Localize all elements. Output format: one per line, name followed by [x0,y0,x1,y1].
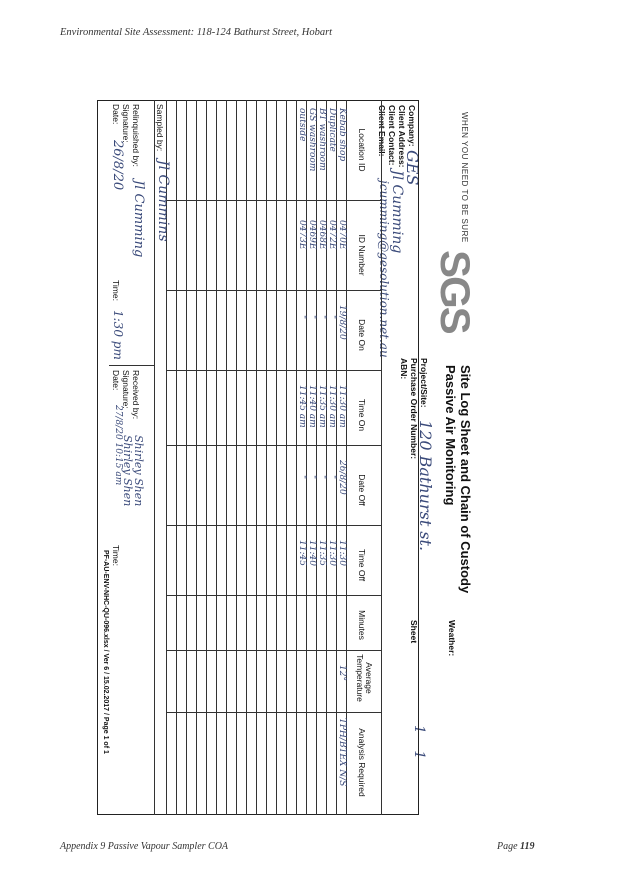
form-title-line1: Site Log Sheet and Chain of Custody [458,365,473,594]
table-cell: 11:45 am [297,385,307,428]
signature2-label: Signature: [121,370,131,409]
sheet-value: 1 1 [411,725,427,766]
table-cell: 0473E [297,220,307,250]
grid-line [167,200,382,201]
form-title-line2: Passive Air Monitoring [443,365,458,506]
col-time-off: Time Off [357,548,367,582]
form-code: PF-AU-ENV-NHC-QU-096.xlsx / Ver 6 / 15.02.2017 / Page 1 of 1 [102,550,109,754]
table-cell: 11:30 am [337,385,347,428]
scanned-form [97,100,477,815]
company-label: Company: [407,105,417,147]
received-by-value: Shirley Shen [132,435,145,507]
grid-line [296,100,297,815]
client-address-label: Client Address: [397,105,407,168]
table-cell: 0470E [337,220,347,250]
date-label: Date: [111,104,121,125]
table-cell: 11:30 am [327,385,337,428]
table-cell: " [327,315,337,320]
grid-line [246,100,247,815]
table-cell: 0472E [327,220,337,250]
table-cell: 11:35 am [317,385,327,428]
col-date-on: Date On [357,319,367,351]
col-location-id: Location ID [357,128,367,172]
time2-label: Time: [111,545,121,566]
table-cell: 11:45 [297,540,307,566]
grid-line [167,445,382,446]
sampled-by-label: Sampled by: [155,104,165,152]
table-cell: " [307,315,317,320]
grid-line [196,100,197,815]
page-label: Page [497,841,521,852]
grid-line [167,290,382,291]
table-cell: TPH/BTEX N/S [337,718,347,787]
table-cell: 11:40 am [307,385,317,428]
table-cell: 26/8/20 [337,460,347,495]
table-cell: Duplicate [327,108,337,152]
grid-line [336,100,337,815]
table-cell: " [327,475,337,480]
grid-line [306,100,307,815]
date-value: 26/8/20 [110,140,125,191]
grid-line [109,365,155,366]
page-footer-left: Appendix 9 Passive Vapour Sampler COA [60,841,229,852]
col-minutes: Minutes [357,610,367,640]
table-cell: " [297,475,307,480]
grid-line [346,100,347,815]
page-header: Environmental Site Assessment: 118-124 Bathurst Street, Hobart [60,27,333,38]
grid-line [167,595,382,596]
date2-value: 27/8/20 10:15 am [113,405,123,486]
table-cell: 0469E [307,220,317,250]
client-contact-value: Jl Cumming [389,170,405,254]
form-title [443,365,473,593]
table-cell: 11:40 [307,540,317,566]
project-site-value: 120 Bathurst st. [416,420,435,552]
col-id-number: ID Number [357,234,367,276]
received-by-label: Received by: [131,370,141,420]
company-value: GES [403,150,422,186]
page-number: 119 [520,841,535,852]
client-contact-label: Client Contact: [387,105,397,166]
signature-label: Signature: [121,104,131,143]
col-date-off: Date Off [357,474,367,506]
grid-line [276,100,277,815]
table-cell: 11:30 [327,540,337,566]
table-cell: 11:30 [337,540,347,566]
time-value: 1:30 pm [111,310,125,360]
grid-line [236,100,237,815]
table-cell: " [297,315,307,320]
sampled-by-value: Jl Cummins [155,160,171,242]
sgs-logo: SGS [432,250,479,333]
client-email-value: jcumming@gesolution.net.au [377,180,391,358]
page-footer-right [497,841,535,852]
project-site-label: Project/Site: [419,358,429,408]
po-number-label: Purchase Order Number: [409,358,419,460]
table-cell: 19/8/20 [337,305,347,340]
col-time-on: Time On [357,398,367,432]
table-cell: GS washroom [307,108,317,172]
grid-line [186,100,187,815]
table-cell: " [317,475,327,480]
table-cell: " [317,315,327,320]
col-analysis-required: Analysis Required [357,728,367,797]
grid-line [167,370,382,371]
grid-line [381,100,382,815]
table-cell: 12° [337,665,347,681]
table-cell: 0468E [317,220,327,250]
grid-line [316,100,317,815]
grid-line [167,712,382,713]
grid-line [167,525,382,526]
date2-label: Date: [111,370,121,391]
relinquished-by-value: Jl Cumming [131,180,146,258]
table-cell: " [307,475,317,480]
sheet-label: Sheet [409,620,419,644]
grid-line [216,100,217,815]
chain-of-custody-form [97,100,477,815]
table-cell: 11:35 [317,540,327,566]
sgs-tagline: WHEN YOU NEED TO BE SURE [460,112,469,243]
grid-line [286,100,287,815]
weather-label: Weather: [447,620,457,657]
grid-line [256,100,257,815]
grid-line [326,100,327,815]
client-email-label: Client Email: [377,105,387,157]
relinquished-by-label: Relinquished by: [131,104,141,167]
table-cell: BT washroom [317,108,327,171]
grid-line [176,100,177,815]
grid-line [266,100,267,815]
abn-label: ABN: [399,358,409,380]
table-cell: outside [297,108,307,142]
grid-line [167,650,382,651]
signature2-value: Shirley Shen [121,435,134,507]
grid-line [226,100,227,815]
time-label: Time: [111,280,121,301]
grid-line [206,100,207,815]
col-average-temperature: Average Temperature [355,654,374,702]
table-cell: Kebab shop [337,108,347,162]
